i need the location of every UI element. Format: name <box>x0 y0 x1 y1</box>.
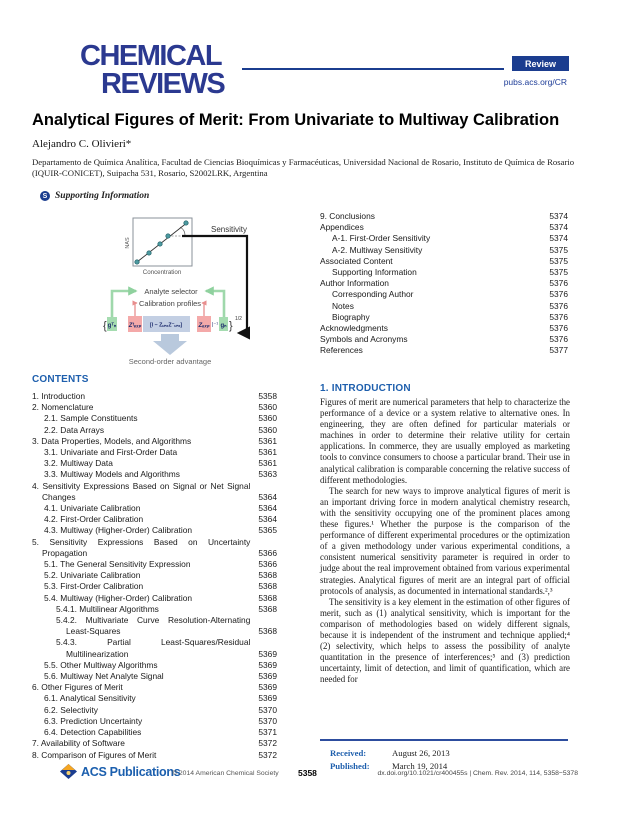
published-value: March 19, 2014 <box>392 760 448 771</box>
toc-item[interactable]: 8. Comparison of Figures of Merit 5372 <box>32 749 277 760</box>
calibration-plot <box>125 218 192 276</box>
toc-item[interactable]: 3. Data Properties, Models, and Algorithms 5361 <box>32 435 277 446</box>
dates-rule <box>320 739 568 741</box>
data-point <box>158 242 162 246</box>
header-rule <box>242 68 504 70</box>
toc-item[interactable]: 5. Sensitivity Expressions Based on Uncertainty Propagation 5366 <box>32 536 277 558</box>
acs-publications-icon <box>60 764 77 779</box>
toc-item[interactable]: 5.4.2. Multivariate Curve Resolution-Alternating Least-Squares 5368 <box>56 615 277 637</box>
toc-item[interactable]: 2.1. Sample Constituents 5360 <box>44 413 277 424</box>
supporting-information-link[interactable] <box>40 191 149 201</box>
calibration-profiles-arrow-left <box>135 303 137 316</box>
received-row <box>320 747 568 760</box>
toc-item[interactable]: A-1. First-Order Sensitivity 5374 <box>332 233 568 244</box>
formula-open-brace: { <box>103 320 107 332</box>
second-order-advantage-label: Second-order advantage <box>128 357 212 366</box>
toc-item[interactable]: 7. Availability of Software 5372 <box>32 738 277 749</box>
toc-item[interactable]: 4.2. First-Order Calibration 5364 <box>44 514 277 525</box>
toc-item[interactable]: A-2. Multiway Sensitivity 5375 <box>332 244 568 255</box>
analyte-selector-arrow-left <box>112 291 136 317</box>
formula-mid: [I − ZᵤₙₓZ⁻ᵤₙₓ] <box>149 322 183 329</box>
toc-item[interactable]: 5.1. The General Sensitivity Expression 5366 <box>44 559 277 570</box>
calibration-profiles-arrow-right <box>202 303 204 316</box>
formula-g-left: gᵀₙ <box>107 323 117 329</box>
author-name: Alejandro C. Olivieri* <box>32 138 132 150</box>
supporting-info-icon: S <box>40 191 50 201</box>
introduction-body <box>320 397 570 685</box>
toc-item[interactable]: 4.1. Univariate Calibration 5364 <box>44 503 277 514</box>
toc-item[interactable]: 3.3. Multiway Models and Algorithms 5363 <box>44 469 277 480</box>
page-number: 5358 <box>298 768 317 778</box>
toc-item[interactable]: Biography 5376 <box>332 311 568 322</box>
plot-x-axis-label: Concentration <box>142 269 182 276</box>
contents-list <box>32 391 277 761</box>
calibration-profiles-label: Calibration profiles <box>138 299 202 308</box>
review-badge: Review <box>512 56 569 71</box>
toc-item[interactable]: 2. Nomenclature 5360 <box>32 402 277 413</box>
data-point <box>135 260 139 264</box>
data-point <box>147 251 151 255</box>
paragraph: The sensitivity is a key element in the estimation of other figures of merit, such as (1) analytical sensitivity, which is important for the comparison of methodologies based on widely different signals, because it is independent of the instrument and technique applied;⁴ (2) selectivity, which helps to assess the possibility of analyte quantitation in the presence of interferences;⁵ and (3) prediction uncertainty, limit of detection, and limit of quantification, which are needed for <box>320 596 570 685</box>
toc-item[interactable]: 5.4.1. Multilinear Algorithms 5368 <box>56 603 277 614</box>
toc-item[interactable]: 2.2. Data Arrays 5360 <box>44 424 277 435</box>
toc-item[interactable]: References 5377 <box>320 345 568 356</box>
formula-z-left: Zᵗₑₓₚ <box>128 323 142 329</box>
toc-item[interactable]: 5.5. Other Multiway Algorithms 5369 <box>44 659 277 670</box>
doi-citation[interactable]: dx.doi.org/10.1021/cr400455s | Chem. Rev. 2014, 114, 5358−5378 <box>377 770 578 777</box>
toc-item[interactable]: 6.2. Selectivity 5370 <box>44 704 277 715</box>
toc-item[interactable]: 5.3. First-Order Calibration 5368 <box>44 581 277 592</box>
sensitivity-label: Sensitivity <box>211 225 248 234</box>
logo-line2: REVIEWS <box>101 68 225 100</box>
copyright-text: © 2014 American Chemical Society <box>172 770 279 777</box>
paragraph: Figures of merit are numerical parameters that help to characterize the performance of a device or a system relative to alternative ones. In engineering, they are often defined for particular materials or machines in order to determine their relative utility for certain applications. In commerce, they are usually employed as marketing tools to convince consumers to choose a particular brand. Their use in analytical calibration is comparable concerning the relative success of different methodologies. <box>320 397 570 485</box>
article-title: Analytical Figures of Merit: From Univariate to Multiway Calibration <box>32 111 560 129</box>
data-point <box>184 221 188 225</box>
contents-heading: CONTENTS <box>32 374 89 385</box>
toc-item[interactable]: Acknowledgments 5376 <box>320 323 568 334</box>
toc-item[interactable]: Supporting Information 5375 <box>332 267 568 278</box>
toc-item[interactable]: 9. Conclusions 5374 <box>320 211 568 221</box>
toc-item[interactable]: 5.4.3. Partial Least-Squares/Residual Multilinearization 5369 <box>56 637 277 659</box>
data-point <box>166 234 170 238</box>
formula-bar: |⁻¹ <box>212 322 219 328</box>
formula-z-right: Zₑₓₚ <box>198 323 210 329</box>
plot-y-axis-label: NAS <box>125 237 131 249</box>
sensitivity-formula <box>103 316 242 332</box>
introduction-heading: 1. INTRODUCTION <box>320 383 411 394</box>
formula-close-brace: } <box>229 320 233 332</box>
site-link[interactable]: pubs.acs.org/CR <box>503 77 567 87</box>
toc-item[interactable]: Notes 5376 <box>332 300 568 311</box>
toc-item[interactable]: 3.1. Univariate and First-Order Data 5361 <box>44 447 277 458</box>
toc-item[interactable]: Symbols and Acronyms 5376 <box>320 334 568 345</box>
chemical-reviews-logo <box>80 42 224 98</box>
toc-item[interactable]: 1. Introduction 5358 <box>32 391 277 401</box>
graphical-abstract-svg <box>30 213 310 383</box>
toc-item[interactable]: Appendices 5374 <box>320 222 568 233</box>
affiliation: Departamento de Química Analítica, Facultad de Ciencias Bioquímicas y Farmacéuticas, Universidad Nacional de Rosario, Instituto de Química de Rosario (IQUIR-CONICET), Suipacha 531, Rosario, S2002LRK, Argentina <box>32 157 575 178</box>
acs-publications-brand[interactable]: ACS Publications <box>81 765 181 779</box>
toc-item[interactable]: Associated Content 5375 <box>320 255 568 266</box>
toc-item[interactable]: 6.1. Analytical Sensitivity 5369 <box>44 693 277 704</box>
down-arrow <box>153 334 187 355</box>
analyte-selector-arrow-right <box>206 291 224 317</box>
page-footer <box>0 762 625 784</box>
graphical-abstract <box>30 213 310 383</box>
received-value: August 26, 2013 <box>392 748 450 758</box>
toc-item[interactable]: 6.4. Detection Capabilities 5371 <box>44 727 277 738</box>
toc-item[interactable]: 6. Other Figures of Merit 5369 <box>32 682 277 693</box>
published-label: Published: <box>330 760 370 771</box>
toc-item[interactable]: 5.4. Multiway (Higher-Order) Calibration 5368 <box>44 592 277 603</box>
paragraph: The search for new ways to improve analytical figures of merit is an important driving force in modern analytical chemistry research, with the sensitivity occupying one of the prominent places among these figures.¹ Whether the purpose is the comparison of the performance of different experimental procedures or the optimization of a given methodology under various experimental conditions, a consistent numerical sensitivity parameter is required in order to judge about the real improvement obtained from various experimental strategies. Analytical figures of merit are an integral part of official protocols of analysis, as documented in international standards.²,³ <box>320 485 570 596</box>
toc-item[interactable]: Author Information 5376 <box>320 278 568 289</box>
supporting-info-label: Supporting Information <box>55 191 150 201</box>
toc-item[interactable]: 3.2. Multiway Data 5361 <box>44 458 277 469</box>
toc-item[interactable]: 5.2. Univariate Calibration 5368 <box>44 570 277 581</box>
toc-item[interactable]: 6.3. Prediction Uncertainty 5370 <box>44 715 277 726</box>
formula-exponent: 1/2 <box>235 316 242 322</box>
received-label: Received: <box>330 748 367 758</box>
toc-item[interactable]: Corresponding Author 5376 <box>332 289 568 300</box>
toc-item[interactable]: 4.3. Multiway (Higher-Order) Calibration 5365 <box>44 525 277 536</box>
toc-continuation <box>320 211 568 357</box>
logo-line1: CHEMICAL <box>80 40 222 72</box>
analyte-selector-label: Analyte selector <box>144 287 198 296</box>
toc-item[interactable]: 4. Sensitivity Expressions Based on Signal or Net Signal Changes 5364 <box>32 480 277 502</box>
formula-g-right: gₙ <box>220 323 227 329</box>
toc-item[interactable]: 5.6. Multiway Net Analyte Signal 5369 <box>44 671 277 682</box>
